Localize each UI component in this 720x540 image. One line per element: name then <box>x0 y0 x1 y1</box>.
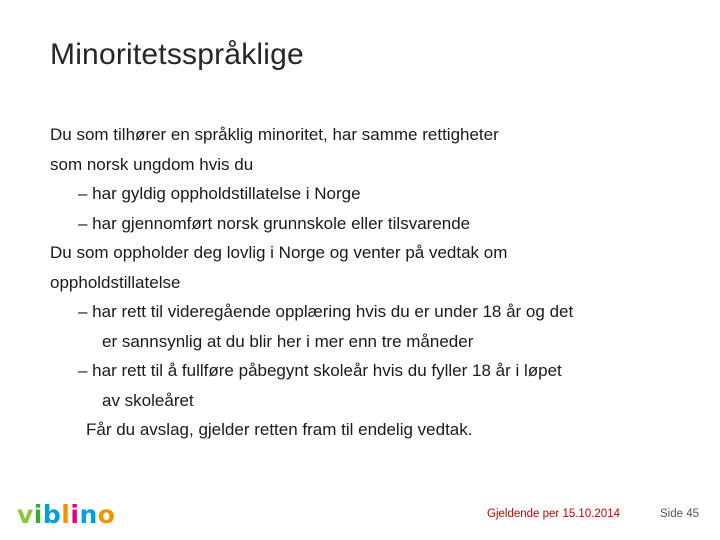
logo-letter: o <box>97 500 116 529</box>
logo-letter: b <box>42 500 62 529</box>
bullet-right-to-finish-school-year: – har rett til å fullføre påbegynt skoleår hvis du fyller 18 år i løpet <box>78 361 562 380</box>
logo-letter: n <box>79 500 98 529</box>
paragraph-1-line-1: Du som tilhører en språklig minoritet, har samme rettigheter <box>50 125 499 144</box>
closing-note: Får du avslag, gjelder retten fram til endelig vedtak. <box>86 420 473 439</box>
logo-letter: l <box>61 500 71 529</box>
logo-letter: i <box>70 500 80 529</box>
slide-body <box>50 120 700 445</box>
bullet-valid-residence-permit: – har gyldig oppholdstillatelse i Norge <box>78 184 361 203</box>
paragraph-2-line-2: oppholdstillatelse <box>50 272 181 292</box>
bullet-right-to-upper-secondary-cont: er sannsynlig at du blir her i mer enn tre måneder <box>102 331 474 351</box>
paragraph-2-line-1: Du som oppholder deg lovlig i Norge og venter på vedtak om <box>50 243 508 262</box>
slide-title: Minoritetsspråklige <box>50 38 304 71</box>
footer-page-number: Side 45 <box>660 508 700 520</box>
viblino-logo <box>17 500 115 529</box>
bullet-completed-primary-school: – har gjennomført norsk grunnskole eller tilsvarende <box>78 213 471 233</box>
bullet-right-to-finish-school-year-cont: av skoleåret <box>102 390 194 410</box>
footer-date: Gjeldende per 15.10.2014 <box>487 508 620 520</box>
logo-letter: v <box>17 500 34 529</box>
bullet-right-to-upper-secondary: – har rett til videregående opplæring hvis du er under 18 år og det <box>78 302 574 321</box>
logo-letter: i <box>33 500 43 529</box>
paragraph-1-line-2: som norsk ungdom hvis du <box>50 154 254 174</box>
